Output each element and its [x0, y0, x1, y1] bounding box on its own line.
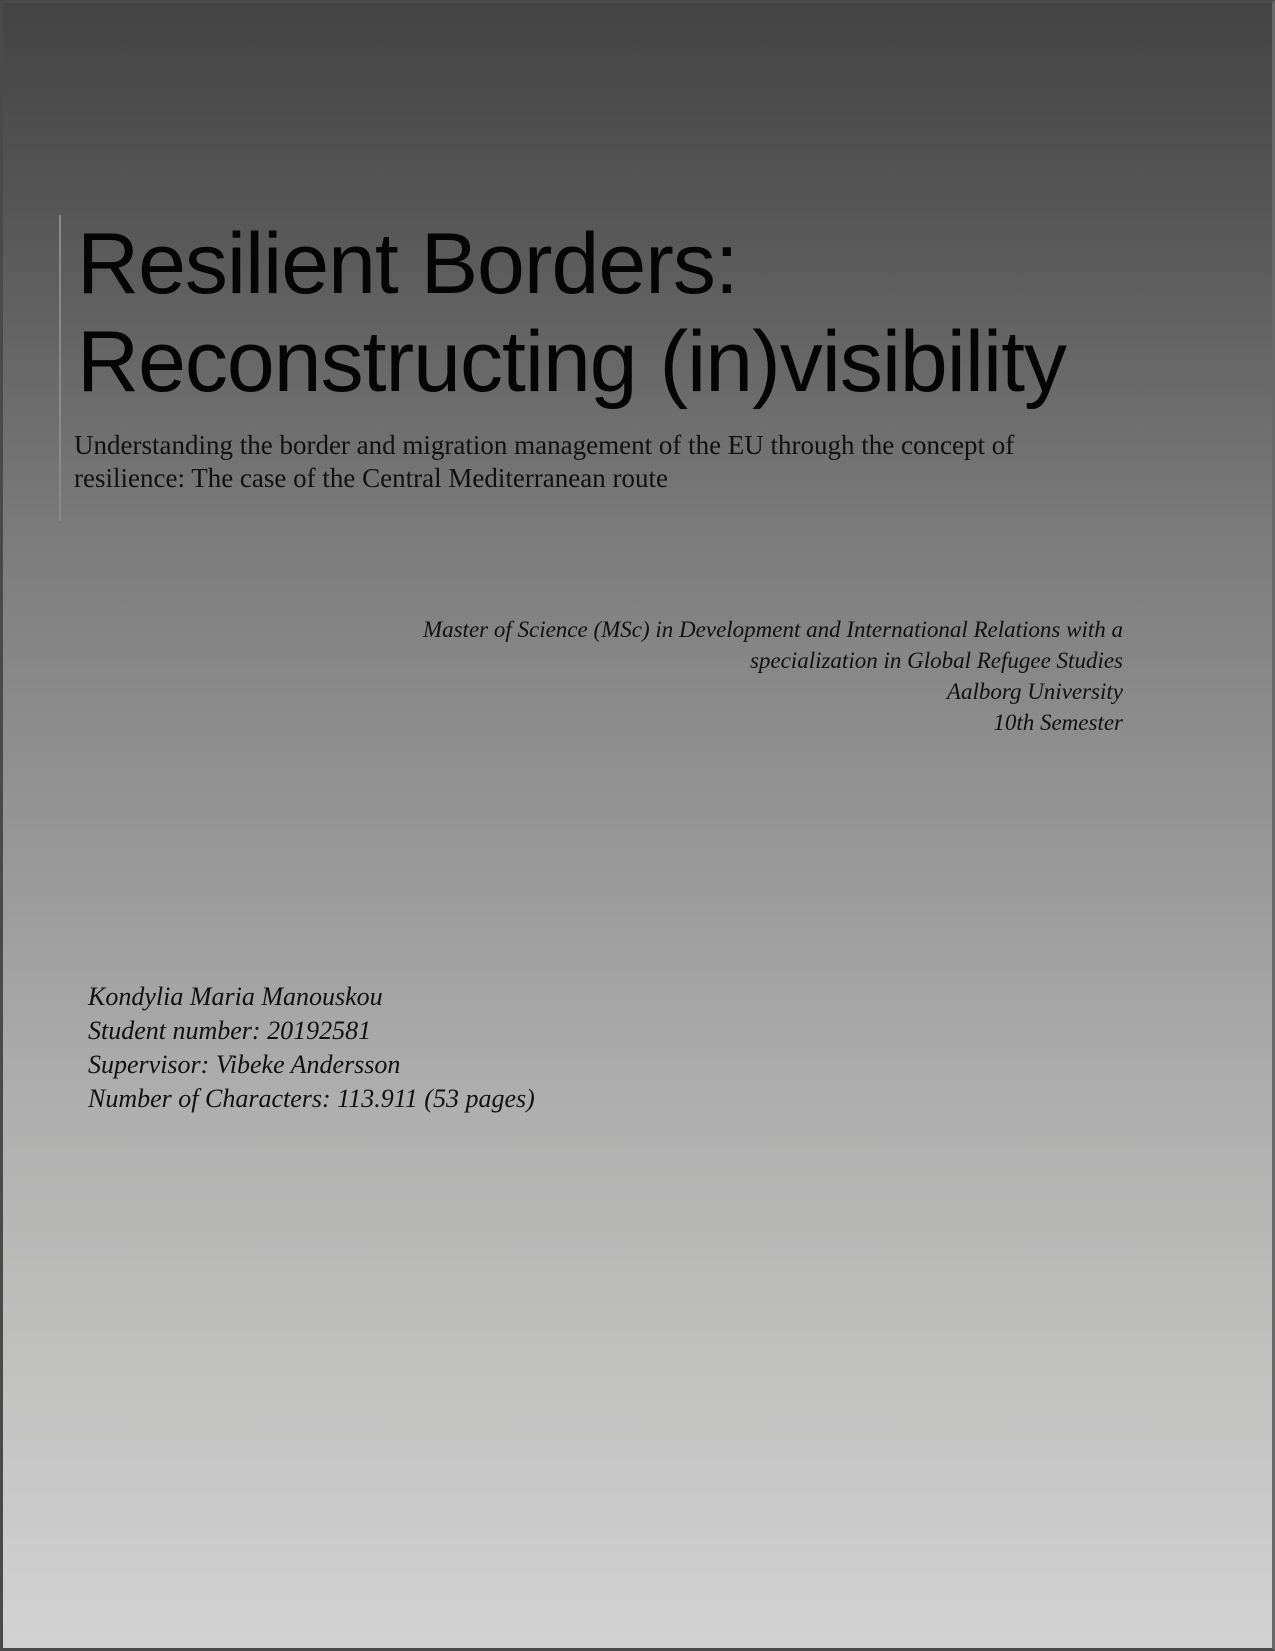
title-block: [59, 215, 1201, 521]
author-name: Kondylia Maria Manouskou: [88, 982, 383, 1011]
supervisor: Supervisor: Vibeke Andersson: [88, 1050, 401, 1079]
degree-line-1: Master of Science (MSc) in Development and International Relations with a: [422, 617, 1123, 642]
semester: 10th Semester: [993, 710, 1123, 735]
title-line-2: Reconstructing (in)visibility: [77, 314, 1066, 410]
thesis-title: [77, 215, 1066, 411]
author-info: [88, 980, 535, 1116]
title-line-1: Resilient Borders:: [77, 216, 738, 312]
degree-line-2: specialization in Global Refugee Studies: [749, 648, 1123, 673]
thesis-subtitle: Understanding the border and migration management of the EU through the concept of resilience: The case of the Central Mediterranean route: [74, 430, 1015, 493]
degree-info: [223, 614, 1123, 738]
student-number: Student number: 20192581: [88, 1016, 372, 1045]
character-count: Number of Characters: 113.911 (53 pages): [88, 1084, 535, 1113]
university: Aalborg University: [946, 679, 1123, 704]
